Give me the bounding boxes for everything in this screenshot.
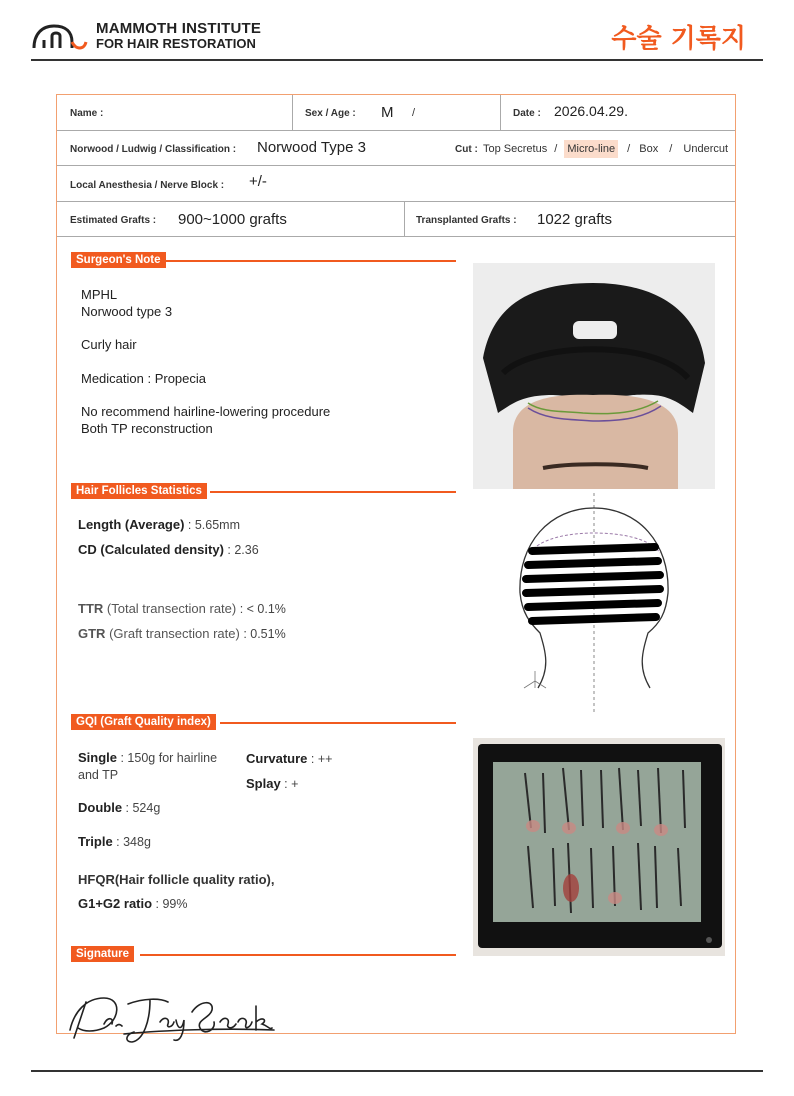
double-stat: Double : 524g	[78, 800, 161, 815]
header-divider	[31, 59, 763, 61]
divider	[404, 202, 405, 237]
anesthesia-label: Local Anesthesia / Nerve Block :	[70, 180, 225, 191]
org-name-line2: FOR HAIR RESTORATION	[96, 36, 256, 51]
divider	[292, 95, 293, 131]
hfqr-stat: HFQR(Hair follicle quality ratio),	[78, 872, 275, 887]
divider	[500, 95, 501, 131]
note-line: Curly hair	[81, 337, 137, 352]
age-separator: /	[412, 107, 416, 119]
donor-area-head-diagram	[510, 493, 680, 713]
classification-value[interactable]: Norwood Type 3	[257, 139, 366, 156]
curvature-stat: Curvature : ++	[246, 751, 333, 766]
follicles-title: Hair Follicles Statistics	[71, 483, 207, 499]
surgeon-note-title: Surgeon's Note	[71, 252, 166, 268]
note-line: Both TP reconstruction	[81, 421, 213, 436]
ratio-stat: G1+G2 ratio : 99%	[78, 896, 188, 911]
org-name-line1: MAMMOTH INSTITUTE	[96, 20, 262, 37]
note-line: MPHL	[81, 287, 118, 302]
length-stat: Length (Average) : 5.65mm	[78, 517, 240, 532]
doctor-signature	[64, 990, 276, 1050]
document-title: 수술 기록지	[611, 24, 746, 54]
patient-hairline-photo	[473, 263, 715, 489]
gqi-title: GQI (Graft Quality index)	[71, 714, 216, 730]
section-line	[166, 260, 456, 262]
footer-divider	[31, 1070, 763, 1072]
ttr-stat: TTR (Total transection rate) : < 0.1%	[78, 601, 286, 616]
name-label: Name :	[70, 108, 104, 119]
anesthesia-value[interactable]: +/-	[249, 173, 267, 190]
sex-age-label: Sex / Age :	[305, 108, 356, 119]
single-stat-cont: and TP	[78, 768, 119, 782]
sex-value[interactable]: M	[381, 104, 394, 121]
form-row-grafts	[57, 202, 735, 237]
date-value[interactable]: 2026.04.29.	[554, 103, 628, 119]
section-line	[220, 722, 456, 724]
mammoth-logo-icon	[30, 20, 90, 52]
section-line	[210, 491, 456, 493]
triple-stat: Triple : 348g	[78, 834, 151, 849]
cut-option-undercut[interactable]: Undercut	[683, 143, 729, 155]
form-row-name	[57, 95, 735, 131]
section-line	[140, 954, 456, 956]
transplanted-grafts-label: Transplanted Grafts :	[416, 215, 517, 226]
cut-options: Top Secretus / Micro-line / Box / Undercut	[483, 143, 728, 155]
graft-microscope-photo	[473, 738, 725, 956]
cd-stat: CD (Calculated density) : 2.36	[78, 542, 259, 557]
signature-title: Signature	[71, 946, 134, 962]
note-line: Norwood type 3	[81, 304, 173, 319]
cut-label: Cut :	[455, 144, 478, 155]
transplanted-grafts-value[interactable]: 1022 grafts	[537, 211, 613, 228]
gtr-stat: GTR (Graft transection rate) : 0.51%	[78, 626, 286, 641]
cut-option-top-secretus[interactable]: Top Secretus	[483, 143, 548, 155]
note-line: Medication : Propecia	[81, 371, 207, 386]
estimated-grafts-value[interactable]: 900~1000 grafts	[178, 211, 287, 228]
single-stat: Single : 150g for hairline	[78, 750, 218, 765]
cut-option-box[interactable]: Box	[639, 143, 659, 155]
estimated-grafts-label: Estimated Grafts :	[70, 215, 157, 226]
note-line: No recommend hairline-lowering procedure	[81, 404, 331, 419]
classification-label: Norwood / Ludwig / Classification :	[70, 144, 237, 155]
cut-option-micro-line[interactable]: Micro-line	[564, 140, 618, 158]
splay-stat: Splay : +	[246, 776, 299, 791]
date-label: Date :	[513, 108, 541, 119]
